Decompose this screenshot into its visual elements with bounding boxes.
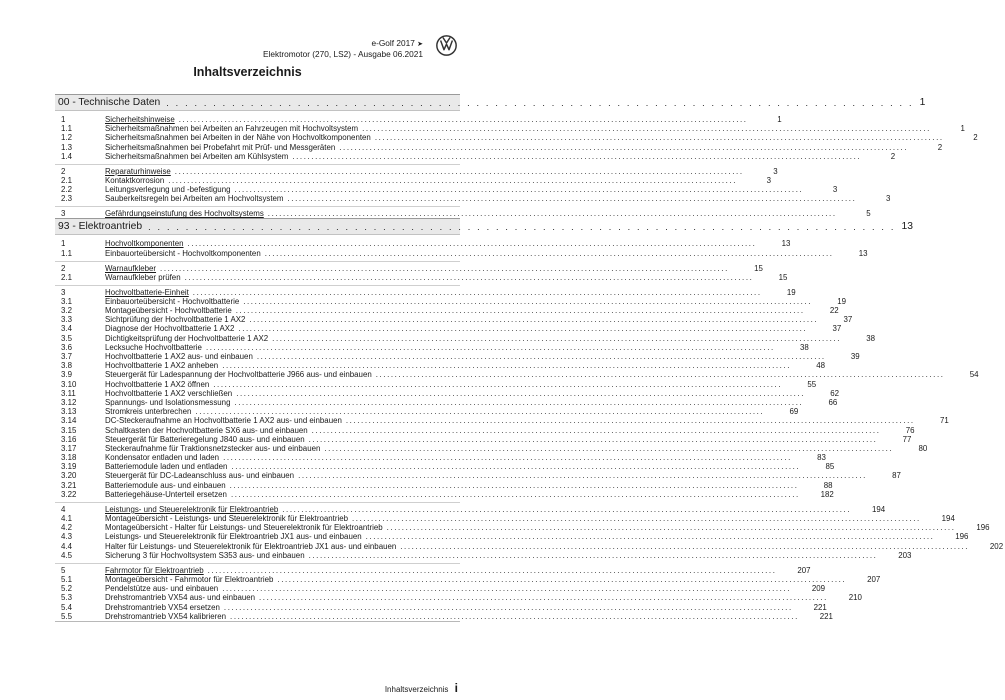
- entry-title: Montageübersicht - Hochvoltbatterie: [105, 306, 232, 316]
- toc-entry[interactable]: [55, 425, 915, 435]
- entry-title: Diagnose der Hochvoltbatterie 1 AX2: [105, 324, 235, 334]
- entry-title: Reparaturhinweise: [105, 166, 171, 176]
- entry-number: 3.4: [61, 324, 72, 334]
- entry-title: Montageübersicht - Halter für Leistungs- und Steuerelektronik für Elektroantrieb: [105, 523, 383, 533]
- dot-leader: ......................................................................................................................................................: [308, 434, 878, 444]
- entry-title: Kontaktkorrosion: [105, 175, 165, 185]
- dot-leader: ......................................................................................................................................................: [365, 532, 935, 542]
- entry-page: 1: [960, 124, 965, 134]
- entry-page: 37: [832, 324, 842, 334]
- entry-number: 3.12: [61, 397, 77, 407]
- toc-entry[interactable]: [55, 574, 881, 584]
- entry-page: 203: [898, 550, 912, 560]
- toc-entry[interactable]: [55, 541, 1004, 551]
- entry-title: Schaltkasten der Hochvoltbatterie SX6 aus- und einbauen: [105, 425, 308, 435]
- entry-page: 1: [777, 115, 782, 124]
- entry-title: Sauberkeitsregeln bei Arbeiten am Hochvoltsystem: [105, 194, 284, 204]
- entry-title: Batteriemodule aus- und einbauen: [105, 480, 226, 490]
- dot-leader: ......................................................................................................................................................: [223, 602, 793, 612]
- toc-entry[interactable]: [55, 462, 835, 472]
- entry-page: 209: [811, 584, 826, 594]
- entry-page: 38: [800, 342, 809, 352]
- chapter-page: 1: [919, 97, 926, 108]
- entry-title: Warnaufkleber prüfen: [105, 272, 181, 282]
- dot-leader: ......................................................................................................................................................: [386, 523, 956, 533]
- entry-page: 3: [832, 185, 838, 195]
- chapter-title: 00 - Technische Daten: [58, 97, 161, 108]
- page-footer: [0, 681, 458, 695]
- entry-title: Sicherheitsmaßnahmen bei Probefahrt mit Prüf- und Messgeräten: [105, 142, 336, 152]
- entry-page: 62: [830, 388, 840, 398]
- entry-title: Stromkreis unterbrechen: [105, 407, 192, 417]
- toc-entry[interactable]: [55, 142, 943, 152]
- entry-number: 3.10: [61, 379, 77, 389]
- entry-number: 1.4: [61, 151, 72, 161]
- dot-leader: ......................................................................................................................................................: [223, 453, 792, 463]
- entry-page: 207: [867, 574, 881, 584]
- model-name: e-Golf 2017: [371, 38, 415, 48]
- dot-leader: ......................................................................................................................................................: [282, 504, 852, 514]
- toc-entry[interactable]: [55, 611, 833, 621]
- dot-leader: ......................................................................................................................................................: [400, 541, 970, 551]
- entry-title: Steuergerät für DC-Ladeanschluss aus- und einbauen: [105, 471, 295, 481]
- entry-page: 210: [848, 593, 862, 603]
- toc-entry[interactable]: [55, 471, 901, 481]
- entry-page: 3: [773, 166, 778, 176]
- entry-number: 3.22: [61, 489, 77, 499]
- entry-page: 221: [819, 611, 833, 621]
- entry-number: 4.2: [61, 523, 72, 533]
- entry-title: Hochvoltkomponenten: [105, 239, 184, 249]
- entry-title: Einbauorteübersicht - Hochvoltkomponenten: [105, 248, 261, 258]
- entry-number: 3.21: [61, 480, 77, 490]
- dot-leader: . . . . . . . . . . . . . . . . . . . . . . . . . . . . . . . . . . . . . . . . . . . . . . . . . . . . . . . . . . . . . . . . . . . . . . . . . . . . . . . .: [148, 222, 896, 233]
- toc-entry[interactable]: [55, 397, 838, 407]
- entry-page: 77: [902, 434, 912, 444]
- dot-leader: ......................................................................................................................................................: [231, 462, 801, 472]
- toc-entry[interactable]: [55, 315, 853, 325]
- entry-number: 3.15: [61, 425, 77, 435]
- dot-leader: ......................................................................................................................................................: [229, 480, 799, 490]
- dot-leader: . . . . . . . . . . . . . . . . . . . . . . . . . . . . . . . . . . . . . . . . . . . . . . . . . . . . . . . . . . . . . . . . . . . . . . . . . . . . . . . .: [166, 98, 914, 108]
- entry-title: Fahrmotor für Elektroantrieb: [105, 565, 204, 575]
- entry-title: Sicherheitsmaßnahmen bei Arbeiten am Kühlsystem: [105, 151, 289, 161]
- footer-page-number: i: [454, 681, 458, 695]
- entry-number: 1: [61, 239, 66, 249]
- entry-title: Montageübersicht - Leistungs- und Steuerelektronik für Elektroantrieb: [105, 514, 348, 523]
- toc-entry[interactable]: [55, 361, 826, 371]
- entry-title: Sichtprüfung der Hochvoltbatterie 1 AX2: [105, 315, 246, 325]
- entry-title: Gefährdungseinstufung des Hochvoltsystems: [105, 209, 264, 219]
- entry-page: 88: [823, 480, 833, 490]
- toc-entry[interactable]: [55, 306, 839, 316]
- entry-number: 3.7: [61, 352, 72, 361]
- entry-title: Batteriemodule laden und entladen: [105, 462, 228, 472]
- toc-entry[interactable]: [55, 333, 876, 343]
- entry-title: Sicherheitsmaßnahmen bei Arbeiten an Fahrzeugen mit Hochvoltsystem: [105, 124, 359, 134]
- entry-title: Leistungs- und Steuerelektronik für Elektroantrieb JX1 aus- und einbauen: [105, 532, 362, 542]
- dot-leader: ......................................................................................................................................................: [234, 185, 804, 195]
- toc-entry[interactable]: [55, 296, 847, 306]
- entry-number: 3.13: [61, 407, 77, 417]
- entry-title: Halter für Leistungs- und Steuerelektronik für Elektroantrieb JX1 aus- und einbauen: [105, 541, 397, 551]
- entry-number: 5.2: [61, 584, 72, 594]
- toc-entry[interactable]: [55, 324, 842, 334]
- toc-section[interactable]: [55, 113, 782, 124]
- dot-leader: ......................................................................................................................................................: [207, 565, 777, 575]
- entry-number: 5.4: [61, 602, 72, 612]
- entry-title: Lecksuche Hochvoltbatterie: [105, 342, 202, 352]
- entry-number: 4: [61, 504, 66, 514]
- entry-title: Steckeraufnahme für Traktionsnetzstecker aus- und einbauen: [105, 443, 321, 453]
- toc-section[interactable]: [55, 237, 791, 249]
- entry-page: 5: [866, 209, 871, 219]
- entry-page: 2: [973, 133, 978, 143]
- dot-leader: ......................................................................................................................................................: [287, 194, 857, 204]
- entry-number: 3: [61, 209, 66, 219]
- toc-section[interactable]: [55, 563, 811, 575]
- entry-number: 1.1: [61, 124, 72, 134]
- entry-title: Hochvoltbatterie-Einheit: [105, 287, 189, 297]
- entry-page: 22: [829, 306, 839, 316]
- entry-title: Hochvoltbatterie 1 AX2 aus- und einbauen: [105, 352, 253, 361]
- entry-number: 3.19: [61, 462, 77, 472]
- entry-number: 3.1: [61, 296, 72, 306]
- dot-leader: ......................................................................................................................................................: [267, 209, 837, 219]
- dot-leader: ......................................................................................................................................................: [249, 315, 819, 325]
- entry-page: 13: [781, 239, 791, 249]
- toc-entry[interactable]: [55, 532, 969, 542]
- entry-number: 2.1: [61, 272, 72, 282]
- dot-leader: ......................................................................................................................................................: [174, 166, 744, 176]
- entry-title: Hochvoltbatterie 1 AX2 verschließen: [105, 388, 233, 398]
- entry-title: Leistungs- und Steuerelektronik für Elektroantrieb: [105, 504, 279, 514]
- entry-page: 2: [937, 142, 943, 152]
- toc-entry[interactable]: [55, 407, 799, 417]
- dot-leader: ......................................................................................................................................................: [298, 471, 867, 481]
- entry-page: 194: [941, 514, 955, 523]
- toc-entry[interactable]: [55, 514, 955, 523]
- entry-number: 1: [61, 115, 66, 124]
- entry-page: 69: [789, 407, 799, 417]
- entry-title: DC-Steckeraufnahme an Hochvoltbatterie 1 AX2 aus- und einbauen: [105, 416, 342, 426]
- edition-line: Elektromotor (270, LS2) - Ausgabe 06.2021: [262, 49, 423, 59]
- entry-title: Einbauorteübersicht - Hochvoltbatterie: [105, 296, 240, 306]
- dot-leader: ......................................................................................................................................................: [324, 443, 894, 453]
- entry-page: 19: [837, 296, 847, 306]
- toc-entry[interactable]: [55, 480, 833, 490]
- entry-number: 3: [61, 287, 66, 297]
- dot-leader: ......................................................................................................................................................: [222, 584, 792, 594]
- dot-leader: ......................................................................................................................................................: [178, 115, 748, 124]
- toc-entry[interactable]: [55, 124, 965, 134]
- entry-page: 202: [989, 541, 1004, 551]
- dot-leader: ......................................................................................................................................................: [234, 397, 804, 407]
- entry-page: 85: [825, 462, 835, 472]
- entry-number: 2.1: [61, 175, 72, 185]
- entry-title: Spannungs- und Isolationsmessung: [105, 397, 231, 407]
- dot-leader: ......................................................................................................................................................: [352, 514, 921, 523]
- entry-page: 55: [807, 379, 817, 389]
- entry-page: 80: [918, 443, 928, 453]
- arrow-icon: ➤: [417, 41, 423, 48]
- entry-number: 2: [61, 263, 66, 273]
- toc-entry[interactable]: [55, 416, 949, 426]
- chapter-page: 13: [901, 221, 913, 233]
- dot-leader: ......................................................................................................................................................: [259, 593, 828, 603]
- entry-page: 39: [850, 352, 860, 361]
- entry-title: Sicherheitsmaßnahmen bei Arbeiten in der Nähe von Hochvoltkomponenten: [105, 133, 371, 143]
- dot-leader: ......................................................................................................................................................: [236, 388, 806, 398]
- toc-entry[interactable]: [55, 388, 840, 398]
- entry-title: Hochvoltbatterie 1 AX2 öffnen: [105, 379, 210, 389]
- entry-number: 3.6: [61, 342, 72, 352]
- dot-leader: ......................................................................................................................................................: [168, 175, 738, 185]
- entry-number: 2.2: [61, 185, 72, 195]
- dot-leader: ......................................................................................................................................................: [213, 379, 783, 389]
- toc-entry[interactable]: [55, 342, 809, 352]
- entry-number: 2.3: [61, 194, 72, 204]
- toc-entry[interactable]: [55, 379, 817, 389]
- entry-title: Batteriegehäuse-Unterteil ersetzen: [105, 489, 227, 499]
- entry-number: 3.2: [61, 306, 72, 316]
- entry-title: Sicherung 3 für Hochvoltsystem S353 aus- und einbauen: [105, 550, 305, 560]
- entry-number: 5.1: [61, 574, 72, 584]
- entry-number: 3.9: [61, 370, 72, 380]
- toc-entry[interactable]: [55, 443, 928, 453]
- dot-leader: ......................................................................................................................................................: [205, 342, 775, 352]
- dot-leader: ......................................................................................................................................................: [308, 550, 878, 560]
- toc-section[interactable]: [55, 285, 796, 297]
- entry-title: Steuergerät für Ladespannung der Hochvoltbatterie J966 aus- und einbauen: [105, 370, 372, 380]
- dot-leader: ......................................................................................................................................................: [272, 333, 842, 343]
- entry-number: 3.14: [61, 416, 77, 426]
- toc-entry[interactable]: [55, 593, 862, 603]
- vw-logo-icon: [436, 35, 457, 56]
- toc-entry[interactable]: [55, 370, 979, 380]
- toc-section[interactable]: [55, 261, 763, 273]
- entry-number: 2: [61, 166, 66, 176]
- dot-leader: ......................................................................................................................................................: [311, 425, 881, 435]
- entry-page: 37: [843, 315, 853, 325]
- entry-title: Sicherheitshinweise: [105, 115, 175, 124]
- dot-leader: ......................................................................................................................................................: [235, 306, 805, 316]
- dot-leader: ......................................................................................................................................................: [362, 124, 931, 134]
- entry-page: 76: [905, 425, 915, 435]
- entry-number: 4.1: [61, 514, 72, 523]
- entry-page: 87: [892, 471, 901, 481]
- dot-leader: ......................................................................................................................................................: [375, 370, 945, 380]
- dot-leader: ......................................................................................................................................................: [238, 324, 808, 334]
- toc-entry[interactable]: [55, 550, 912, 560]
- toc-entry[interactable]: [55, 151, 896, 161]
- entry-number: 3.11: [61, 388, 76, 398]
- entry-title: Drehstromantrieb VX54 ersetzen: [105, 602, 220, 612]
- entry-title: Montageübersicht - Fahrmotor für Elektroantrieb: [105, 574, 274, 584]
- dot-leader: ......................................................................................................................................................: [187, 239, 757, 249]
- entry-page: 221: [813, 602, 827, 612]
- entry-number: 3.17: [61, 443, 77, 453]
- toc-chapter[interactable]: [55, 94, 926, 111]
- dot-leader: ......................................................................................................................................................: [339, 142, 909, 152]
- dot-leader: ......................................................................................................................................................: [184, 272, 754, 282]
- dot-leader: ......................................................................................................................................................: [256, 352, 826, 361]
- entry-title: Dichtigkeitsprüfung der Hochvoltbatterie 1 AX2: [105, 333, 269, 343]
- toc-entry[interactable]: [55, 272, 788, 282]
- entry-page: 48: [816, 361, 826, 371]
- entry-number: 5: [61, 565, 66, 575]
- chapter-title: 93 - Elektroantrieb: [58, 221, 143, 233]
- entry-number: 3.20: [61, 471, 77, 481]
- entry-number: 5.3: [61, 593, 72, 603]
- entry-page: 194: [871, 504, 886, 514]
- entry-page: 13: [858, 248, 868, 258]
- toc-entry[interactable]: [55, 352, 860, 361]
- toc-entry[interactable]: [55, 434, 912, 444]
- entry-page: 19: [786, 287, 796, 297]
- dot-leader: ......................................................................................................................................................: [264, 248, 834, 258]
- entry-number: 4.5: [61, 550, 72, 560]
- entry-number: 4.4: [61, 541, 72, 551]
- entry-page: 15: [778, 272, 788, 282]
- dot-leader: ......................................................................................................................................................: [292, 151, 862, 161]
- entry-title: Drehstromantrieb VX54 kalibrieren: [105, 611, 227, 621]
- toc-section[interactable]: [55, 164, 778, 176]
- toc-entry[interactable]: [55, 175, 772, 185]
- entry-number: 3.5: [61, 333, 72, 343]
- entry-number: 3.16: [61, 434, 77, 444]
- entry-page: 207: [797, 565, 811, 575]
- entry-title: Kondensator entladen und laden: [105, 453, 220, 463]
- toc-entry[interactable]: [55, 194, 891, 204]
- toc-entry[interactable]: [55, 584, 826, 594]
- toc-entry[interactable]: [55, 523, 990, 533]
- dot-leader: ......................................................................................................................................................: [192, 287, 762, 297]
- entry-number: 5.5: [61, 611, 72, 621]
- dot-leader: ......................................................................................................................................................: [345, 416, 915, 426]
- toc-section[interactable]: [55, 206, 871, 219]
- entry-page: 71: [939, 416, 949, 426]
- entry-page: 54: [969, 370, 979, 380]
- toc-section[interactable]: [55, 502, 886, 514]
- table-of-contents: [55, 94, 1004, 622]
- dot-leader: ......................................................................................................................................................: [230, 489, 800, 499]
- toc-chapter[interactable]: [55, 218, 913, 235]
- toc-entry[interactable]: [55, 248, 868, 258]
- entry-number: 1.3: [61, 142, 72, 152]
- entry-page: 196: [976, 523, 990, 533]
- dot-leader: ......................................................................................................................................................: [277, 574, 847, 584]
- entry-page: 196: [955, 532, 969, 542]
- entry-title: Pendelstütze aus- und einbauen: [105, 584, 219, 594]
- entry-page: 66: [828, 397, 838, 407]
- toc-entry[interactable]: [55, 453, 826, 463]
- entry-title: Hochvoltbatterie 1 AX2 anheben: [105, 361, 219, 371]
- entry-title: Steuergerät für Batterieregelung J840 aus- und einbauen: [105, 434, 305, 444]
- entry-page: 15: [754, 263, 763, 273]
- entry-number: 4.3: [61, 532, 72, 542]
- toc-entry[interactable]: [55, 489, 834, 499]
- toc-entry[interactable]: [55, 602, 827, 612]
- dot-leader: ......................................................................................................................................................: [222, 361, 792, 371]
- dot-leader: ......................................................................................................................................................: [230, 611, 799, 621]
- entry-number: 3.3: [61, 315, 72, 325]
- entry-title: Drehstromantrieb VX54 aus- und einbauen: [105, 593, 256, 603]
- toc-entry[interactable]: [55, 133, 978, 143]
- entry-number: 1.2: [61, 133, 72, 143]
- entry-page: 83: [817, 453, 826, 463]
- entry-page: 3: [766, 175, 772, 185]
- dot-leader: ......................................................................................................................................................: [160, 263, 729, 273]
- entry-number: 3.8: [61, 361, 72, 371]
- entry-title: Leitungsverlegung und -befestigung: [105, 185, 231, 195]
- dot-leader: ......................................................................................................................................................: [374, 133, 944, 143]
- entry-page: 38: [866, 333, 876, 343]
- page-title: Inhaltsverzeichnis: [193, 65, 302, 79]
- toc-entry[interactable]: [55, 185, 838, 195]
- dot-leader: ......................................................................................................................................................: [243, 296, 813, 306]
- entry-title: Warnaufkleber: [105, 263, 157, 273]
- dot-leader: ......................................................................................................................................................: [195, 407, 765, 417]
- entry-number: 1.1: [61, 248, 72, 258]
- entry-number: 3.18: [61, 453, 77, 463]
- entry-page: 3: [885, 194, 891, 204]
- footer-label: Inhaltsverzeichnis: [384, 685, 449, 694]
- entry-page: 182: [820, 489, 834, 499]
- entry-page: 2: [890, 151, 896, 161]
